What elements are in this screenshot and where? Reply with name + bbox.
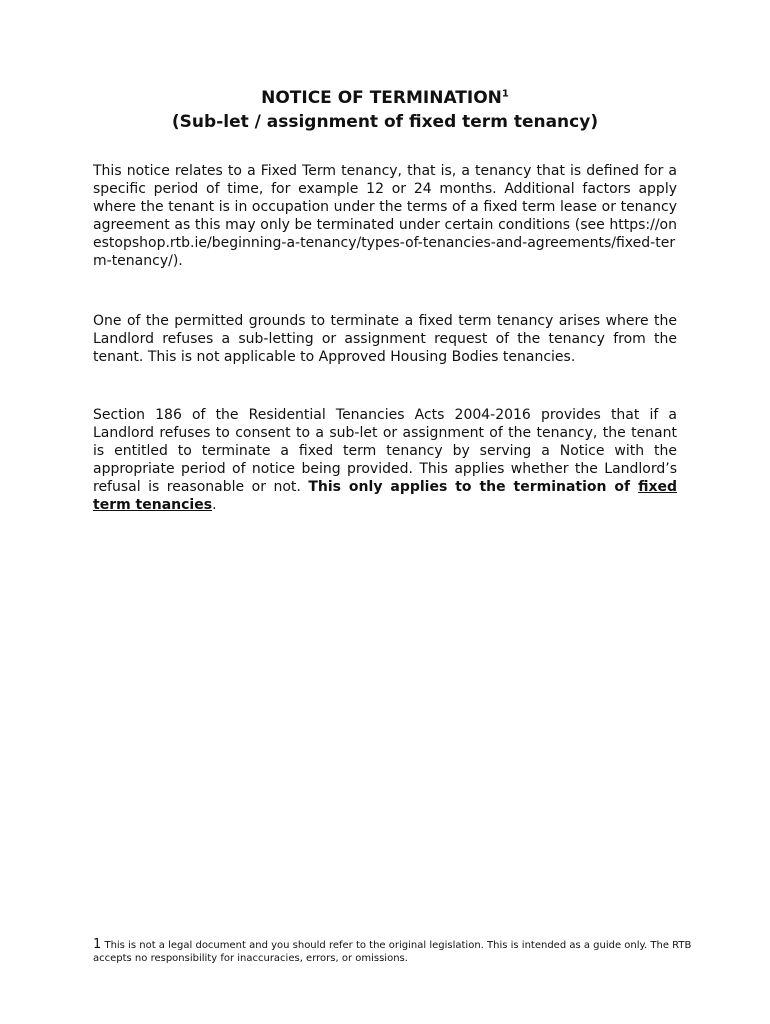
paragraph-section-186	[93, 406, 677, 514]
title-line-1	[0, 86, 770, 110]
footnote	[93, 938, 693, 965]
footnote-number: 1	[93, 937, 102, 952]
footnote-marker: 1	[501, 88, 509, 100]
paragraph-fixed-term-definition	[93, 162, 677, 270]
paragraph-end: .	[212, 497, 217, 513]
rtb-url-text: https://onestopshop.rtb.ie/beginning-a-tenancy/types-of-tenancies-and-agreements/fixed-term-tenancy/	[93, 217, 677, 269]
paragraph-end: ).	[172, 253, 183, 269]
underlined-emphasis: fixed term tenancies	[93, 479, 677, 513]
footnote-text: This is not a legal document and you should refer to the original legislation. This is intended as a guide only. The RTB accepts no responsibility for inaccuracies, errors, or omissions.	[93, 940, 692, 964]
title-text: NOTICE OF TERMINATION	[261, 88, 502, 108]
title-line-2: (Sub-let / assignment of fixed term tenancy)	[171, 112, 599, 132]
paragraph-text: Section 186 of the Residential Tenancies Acts 2004-2016 provides that if a Landlord refuses to consent to a sub-let or assignment of the tenancy, the tenant is entitled to terminate a fixed term tenancy by serving a Notice with the appropriate period of notice being provided. This applies whether the Landlord’s refusal is reasonable or not.	[93, 407, 677, 495]
paragraph-permitted-grounds: One of the permitted grounds to terminate a fixed term tenancy arises where the Landlord refuses a sub-letting or assignment request of the tenancy from the tenant. This is not applicable to Approved Housing Bodies tenancies.	[93, 313, 677, 365]
bold-emphasis: This only applies to the termination of fixed term tenancies	[93, 479, 677, 513]
paragraph-text: This notice relates to a Fixed Term tenancy, that is, a tenancy that is defined for a specific period of time, for example 12 or 24 months. Additional factors apply where the tenant is in occupation under the terms of a fixed term lease or tenancy agreement as this may only be terminated under certain conditions (see	[93, 163, 677, 233]
document-title	[0, 86, 770, 134]
